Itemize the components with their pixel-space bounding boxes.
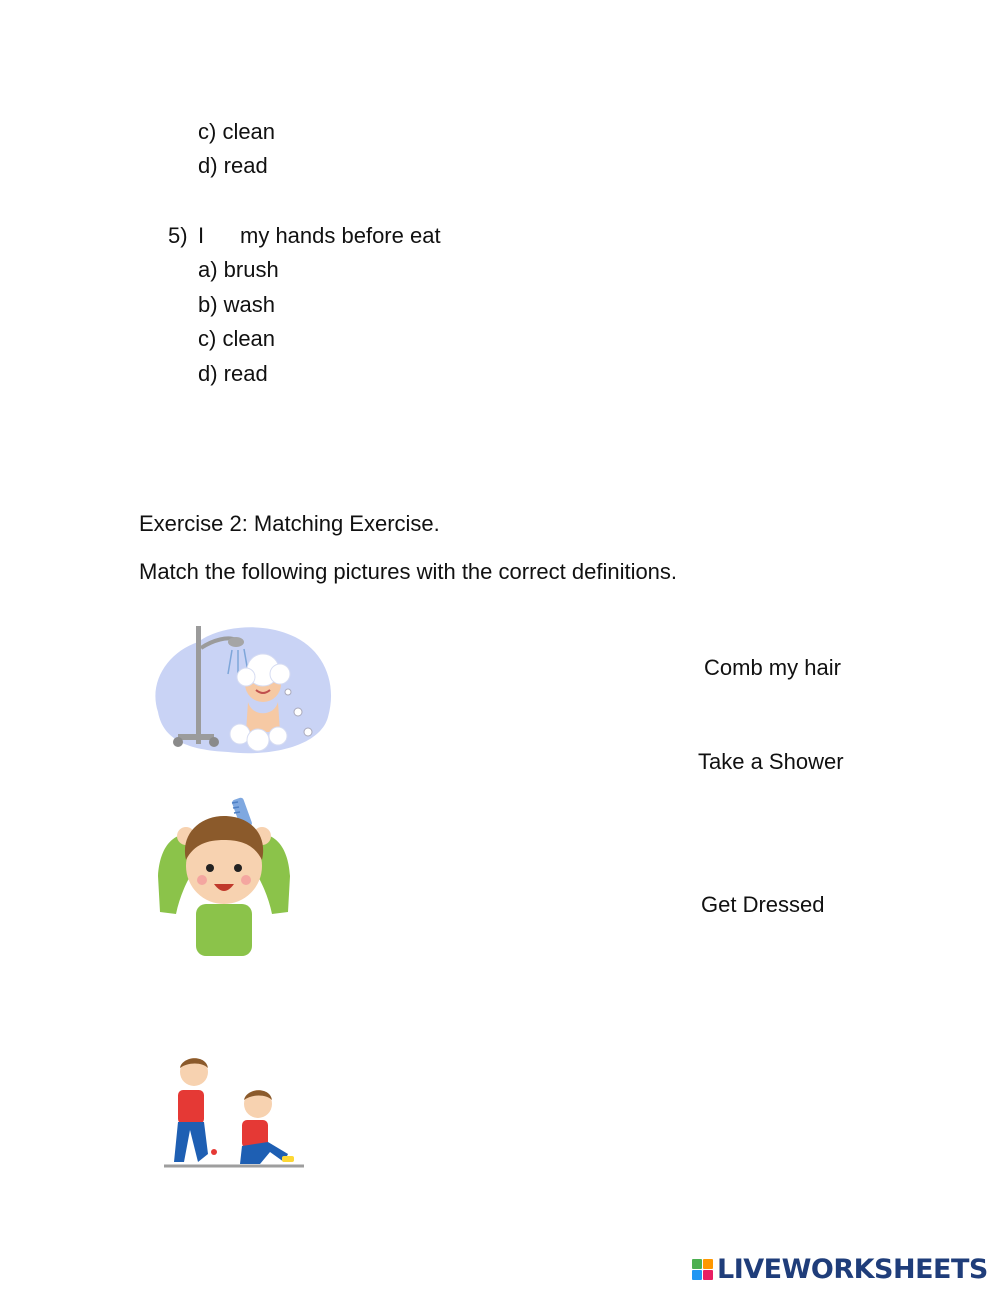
q5-blank[interactable]	[208, 222, 234, 250]
q5-number: 5)	[168, 223, 188, 248]
q4-option-c: c) clean	[198, 119, 276, 144]
logo-text: LIVEWORKSHEETS	[717, 1253, 988, 1285]
exercise-title: Exercise 2: Matching Exercise.	[139, 511, 440, 536]
get-dressed-picture	[164, 1054, 306, 1172]
q5-option-c: c) clean	[198, 326, 276, 351]
liveworksheets-logo	[692, 1252, 988, 1286]
q5-question-text: my hands before eat	[240, 223, 441, 248]
q5-option-a: a) brush	[198, 257, 279, 282]
definition-comb-hair[interactable]: Comb my hair	[704, 655, 841, 680]
shower-picture	[148, 622, 334, 758]
q5-option-d: d) read	[198, 361, 268, 386]
definition-get-dressed[interactable]: Get Dressed	[701, 892, 825, 917]
exercise-instruction: Match the following pictures with the correct definitions.	[139, 559, 678, 584]
definition-take-shower[interactable]: Take a Shower	[698, 749, 844, 774]
logo-grid-icon	[692, 1259, 713, 1280]
q5-subject: I	[198, 223, 205, 248]
q5-option-b: b) wash	[198, 292, 276, 317]
q4-option-d: d) read	[198, 153, 268, 178]
comb-hair-picture	[150, 794, 298, 956]
